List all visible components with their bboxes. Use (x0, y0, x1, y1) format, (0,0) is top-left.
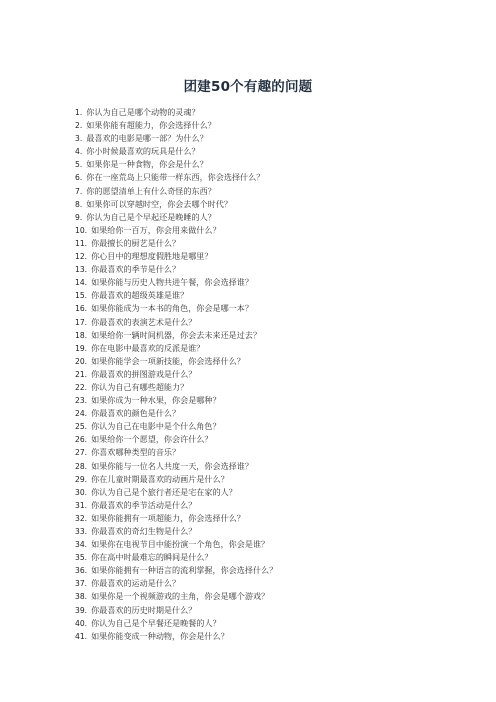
question-item (75, 186, 277, 199)
question-number: 6. (75, 173, 83, 183)
question-list (75, 107, 277, 644)
question-item (75, 605, 277, 618)
question-number: 9. (75, 212, 83, 222)
question-number: 25. (75, 422, 88, 432)
question-item (75, 434, 277, 447)
question-number: 38. (75, 592, 88, 602)
question-item (75, 487, 277, 500)
question-text: 你小时候最喜欢的玩具是什么？ (86, 146, 200, 157)
question-number: 24. (75, 409, 88, 419)
question-item (75, 526, 277, 539)
question-number: 22. (75, 382, 88, 392)
question-item (75, 159, 277, 172)
question-text: 如果给你一百万，你会用来做什么？ (91, 224, 221, 235)
question-item (75, 578, 277, 591)
question-number: 16. (75, 304, 88, 314)
question-text: 如果你能有超能力，你会选择什么？ (86, 120, 216, 131)
question-item (75, 513, 277, 526)
question-number: 21. (75, 369, 88, 379)
question-number: 26. (75, 435, 88, 445)
question-text: 你最喜欢的季节活动是什么？ (91, 499, 197, 510)
question-item (75, 591, 277, 604)
question-text: 你在高中时最难忘的瞬间是什么？ (91, 552, 213, 563)
question-text: 如果你能拥有一种语言的流利掌握，你会选择什么？ (91, 565, 278, 576)
question-item (75, 264, 277, 277)
question-number: 17. (75, 317, 88, 327)
question-item (75, 251, 277, 264)
question-text: 你最擅长的厨艺是什么？ (91, 237, 181, 248)
question-item (75, 107, 277, 120)
question-item (75, 146, 277, 159)
question-number: 33. (75, 527, 88, 536)
question-item (75, 382, 277, 395)
question-number: 2. (75, 121, 83, 131)
question-item (75, 277, 277, 290)
question-number: 27. (75, 448, 88, 458)
question-number: 1. (75, 108, 83, 117)
question-text: 如果你能与历史人物共进午餐，你会选择谁？ (91, 277, 253, 288)
question-text: 最喜欢的电影是哪一部？为什么？ (86, 133, 208, 144)
question-item (75, 133, 277, 146)
question-text: 你喜欢哪种类型的音乐？ (91, 447, 181, 458)
question-item (75, 461, 277, 474)
question-item (75, 290, 277, 303)
question-number: 30. (75, 487, 88, 497)
question-text: 你认为自己是个旅行者还是宅在家的人？ (91, 486, 237, 497)
question-text: 你最喜欢的奇幻生物是什么？ (91, 526, 197, 536)
question-text: 你认为自己是个早餐还是晚餐的人？ (91, 617, 221, 628)
question-number: 4. (75, 147, 83, 157)
question-text: 你在电影中最喜欢的反派是谁？ (91, 342, 205, 353)
question-number: 23. (75, 396, 88, 406)
question-text: 如果你是一个视频游戏的主角，你会是哪个游戏？ (91, 591, 270, 602)
question-number: 12. (75, 252, 88, 262)
question-item (75, 330, 277, 343)
question-text: 你心目中的理想度假胜地是哪里？ (91, 251, 213, 262)
question-number: 39. (75, 605, 88, 615)
question-text: 你最喜欢的颜色是什么？ (91, 408, 181, 419)
question-item (75, 565, 277, 578)
question-text: 你最喜欢的超级英雄是谁？ (91, 290, 189, 301)
question-item (75, 343, 277, 356)
question-text: 如果你在电视节目中能扮演一个角色，你会是谁？ (91, 539, 270, 550)
question-item (75, 408, 277, 421)
question-number: 35. (75, 553, 88, 563)
question-text: 你认为自己在电影中是个什么角色？ (91, 421, 221, 432)
question-number: 3. (75, 134, 83, 144)
question-item (75, 120, 277, 133)
question-item (75, 199, 277, 212)
question-text: 你最喜欢的季节是什么？ (91, 264, 181, 275)
question-text: 你最喜欢的拼图游戏是什么？ (91, 368, 197, 379)
question-item (75, 421, 277, 434)
question-text: 你认为自己有哪些超能力？ (91, 381, 189, 392)
question-number: 41. (75, 631, 88, 641)
question-number: 29. (75, 474, 88, 484)
question-text: 你的愿望清单上有什么奇怪的东西？ (86, 185, 216, 196)
question-number: 36. (75, 566, 88, 576)
question-item (75, 631, 277, 644)
question-item (75, 212, 277, 225)
question-item (75, 356, 277, 369)
question-number: 5. (75, 160, 83, 170)
question-item (75, 172, 277, 185)
question-item (75, 539, 277, 552)
question-number: 20. (75, 356, 88, 366)
question-item (75, 474, 277, 487)
question-text: 你最喜欢的历史时期是什么？ (91, 604, 197, 615)
question-text: 你在儿童时期最喜欢的动画片是什么？ (91, 473, 229, 484)
question-item (75, 369, 277, 382)
question-text: 如果你能与一位名人共度一天，你会选择谁？ (91, 460, 253, 471)
question-number: 14. (75, 278, 88, 288)
question-item (75, 225, 277, 238)
question-item (75, 447, 277, 460)
question-number: 15. (75, 291, 88, 301)
question-number: 8. (75, 199, 83, 209)
question-number: 11. (75, 238, 88, 248)
question-number: 18. (75, 330, 88, 340)
question-text: 你在一座荒岛上只能带一样东西，你会选择什么？ (86, 172, 265, 183)
question-text: 如果给你一个愿望，你会许什么？ (91, 434, 213, 445)
question-number: 10. (75, 225, 88, 235)
question-number: 34. (75, 540, 88, 550)
question-number: 7. (75, 186, 83, 196)
question-text: 如果你可以穿越时空，你会去哪个时代？ (86, 198, 232, 209)
question-text: 如果你能拥有一项超能力，你会选择什么？ (91, 512, 245, 523)
question-text: 如果给你一辆时间机器，你会去未来还是过去？ (91, 329, 262, 340)
question-number: 32. (75, 513, 88, 523)
question-text: 你最喜欢的运动是什么？ (91, 578, 181, 589)
question-item (75, 552, 277, 565)
question-item (75, 238, 277, 251)
question-text: 你认为自己是个早起还是晚睡的人？ (86, 211, 216, 222)
question-number: 19. (75, 343, 88, 353)
question-item (75, 395, 277, 408)
document-title: 团建50个有趣的问题 (183, 79, 313, 95)
question-text: 如果你是一种食物，你会是什么？ (86, 159, 208, 170)
question-number: 37. (75, 579, 88, 589)
question-item (75, 317, 277, 330)
question-number: 40. (75, 618, 88, 628)
question-number: 28. (75, 461, 88, 471)
question-number: 13. (75, 265, 88, 275)
question-text: 如果你能变成一种动物，你会是什么？ (91, 630, 229, 641)
question-item (75, 618, 277, 631)
question-item (75, 303, 277, 316)
question-text: 你认为自己是哪个动物的灵魂？ (86, 107, 200, 117)
question-item (75, 500, 277, 513)
question-text: 你最喜欢的表演艺术是什么？ (91, 316, 197, 327)
question-number: 31. (75, 500, 88, 510)
question-text: 如果你能成为一本书的角色，你会是哪一本？ (91, 303, 253, 314)
question-text: 如果你能学会一项新技能，你会选择什么？ (91, 355, 245, 366)
question-text: 如果你成为一种水果，你会是哪种？ (91, 395, 221, 406)
